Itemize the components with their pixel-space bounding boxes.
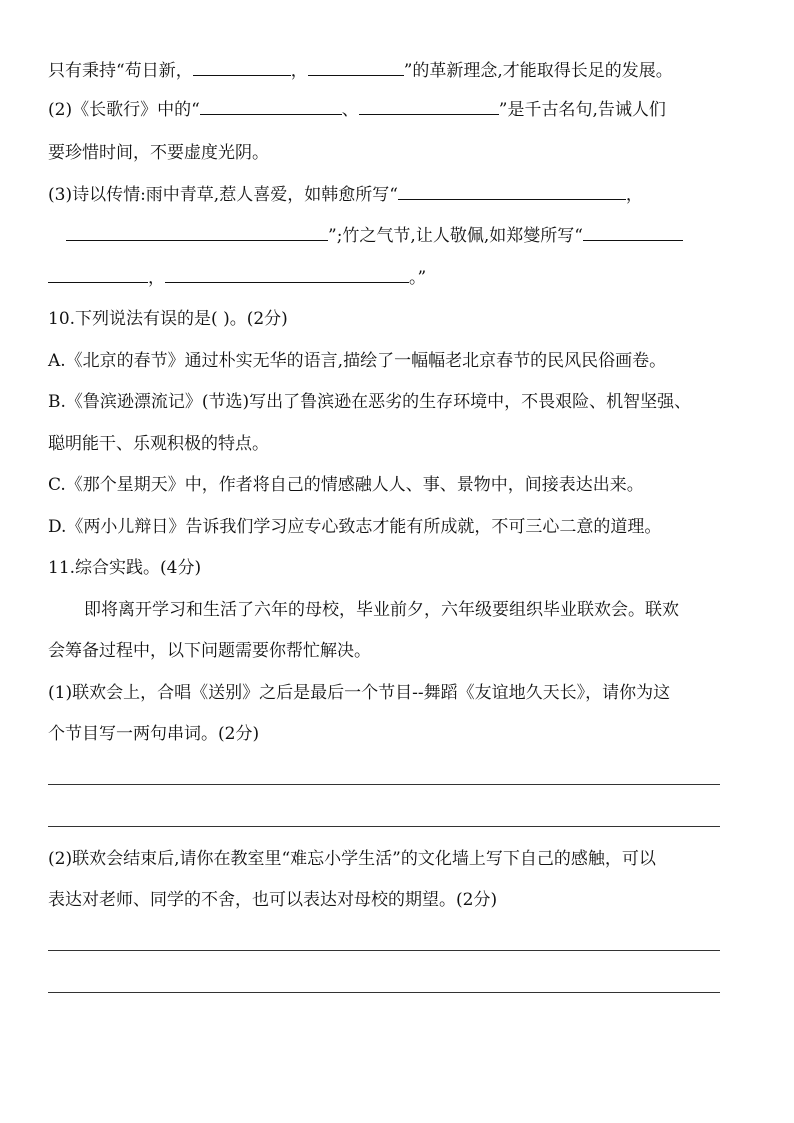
q11-part1-line-1: (1)联欢会上，合唱《送别》之后是最后一个节目--舞蹈《友谊地久天长》，请你为这 (48, 683, 671, 703)
q9-line1-text-a: 只有秉持“苟日新， (48, 61, 193, 81)
q10-option-b-line-1: B.《鲁滨逊漂流记》(节选)写出了鲁滨逊在恶劣的生存环境中，不畏艰险、机智坚强、 (48, 392, 692, 412)
q10-option-d: D.《两小儿辩日》告诉我们学习应专心致志才能有所成就，不可三心二意的道理。 (48, 517, 662, 537)
q9-blank-4[interactable] (359, 98, 499, 115)
q9-blank-6[interactable] (66, 224, 328, 241)
q11-stem: 11.综合实践。(4分) (48, 558, 202, 578)
q9-blank-8[interactable] (165, 266, 409, 283)
q10-option-c: C.《那个星期天》中，作者将自己的情感融人人、事、景物中，间接表达出来。 (48, 475, 644, 495)
q9-line1-text-c: ”的革新理念,才能取得长足的发展。 (403, 61, 673, 81)
q9-sub3-text-c: ”;竹之气节,让人敬佩,如郑燮所写“ (328, 226, 583, 246)
q9-sub2-line-1 (48, 98, 666, 122)
q9-sub2-text-a: (2)《长歌行》中的“ (48, 100, 200, 120)
q9-sub3-line-2 (66, 224, 683, 248)
q9-line-1 (48, 59, 673, 83)
q11-part2-line-1: (2)联欢会结束后,请你在教室里“难忘小学生活”的文化墙上写下自己的感触，可以 (48, 849, 656, 869)
q11-part1-answer-line-1[interactable] (48, 784, 720, 785)
q9-sub3-text-e: 。” (409, 268, 427, 288)
q9-sub2-text-c: ”是千古名句,告诫人们 (498, 100, 666, 120)
q10-option-b-line-2: 聪明能干、乐观积极的特点。 (48, 434, 269, 454)
q9-sub3-text-d: ， (148, 268, 165, 288)
q9-sub3-text-b: ， (625, 185, 643, 205)
q9-sub2-text-b: 、 (341, 100, 359, 120)
q9-blank-3[interactable] (200, 98, 342, 115)
q9-sub3-line-3 (48, 266, 426, 290)
q9-blank-5[interactable] (398, 183, 626, 200)
q10-stem: 10.下列说法有误的是( )。(2分) (48, 309, 288, 329)
q11-part1-answer-line-2[interactable] (48, 826, 720, 827)
q9-sub3-line-1 (48, 183, 643, 207)
q9-sub2-line-2 (48, 141, 269, 165)
q9-blank-2[interactable] (308, 59, 404, 76)
q11-part2-line-2: 表达对老师、同学的不舍，也可以表达对母校的期望。(2分) (48, 890, 498, 910)
q11-part2-answer-line-2[interactable] (48, 992, 720, 993)
q9-blank-7a[interactable] (583, 224, 683, 241)
q10-option-a: A.《北京的春节》通过朴实无华的语言,描绘了一幅幅老北京春节的民风民俗画卷。 (48, 351, 667, 371)
q9-blank-1[interactable] (193, 59, 291, 76)
q9-blank-7b[interactable] (48, 266, 148, 283)
q9-sub3-text-a: (3)诗以传情:雨中青草,惹人喜爱，如韩愈所写“ (48, 185, 398, 205)
q11-part2-answer-line-1[interactable] (48, 950, 720, 951)
q11-intro-line-1: 即将离开学习和生活了六年的母校，毕业前夕，六年级要组织毕业联欢会。联欢 (84, 600, 679, 620)
q9-sub2-text-d: 要珍惜时间，不要虚度光阴。 (48, 143, 269, 163)
q11-intro-line-2: 会筹备过程中，以下问题需要你帮忙解决。 (48, 641, 371, 661)
q9-line1-text-b: ， (290, 61, 308, 81)
q11-part1-line-2: 个节目写一两句串词。(2分) (48, 724, 260, 744)
